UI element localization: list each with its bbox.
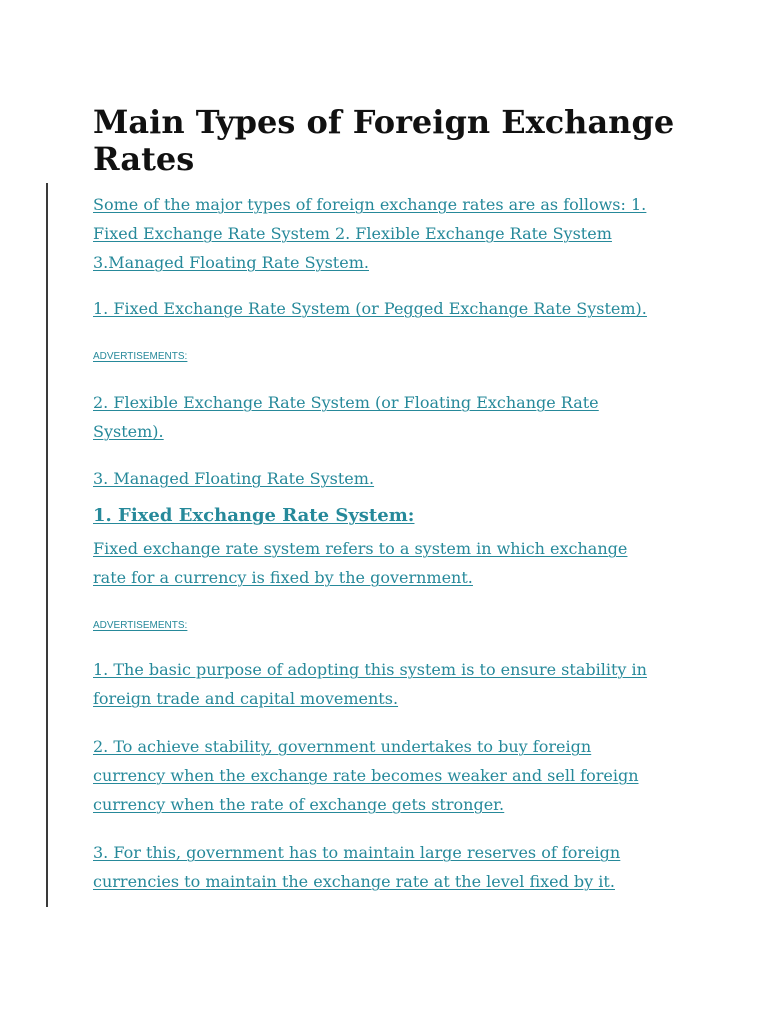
- page-title-line: Main Types of Foreign Exchange: [93, 103, 675, 141]
- link-text-line[interactable]: currency when the rate of exchange gets stronger.: [93, 795, 505, 814]
- link-text-line[interactable]: 1. The basic purpose of adopting this system is to ensure stability in: [93, 660, 647, 679]
- link-text-line[interactable]: 1. Fixed Exchange Rate System (or Pegged Exchange Rate System).: [93, 299, 647, 318]
- advertisements-link[interactable]: [93, 350, 187, 364]
- page-title: [93, 104, 674, 178]
- type-1-paragraph: [93, 294, 647, 323]
- link-text-line[interactable]: Fixed Exchange Rate System 2. Flexible Exchange Rate System: [93, 224, 612, 243]
- advertisements-text[interactable]: ADVERTISEMENTS:: [93, 351, 188, 362]
- link-text-line[interactable]: System).: [93, 422, 164, 441]
- link-text-line[interactable]: currency when the exchange rate becomes weaker and sell foreign: [93, 766, 639, 785]
- point-1-link[interactable]: [93, 655, 647, 713]
- point-2-link[interactable]: [93, 732, 639, 819]
- point-1-paragraph: [93, 655, 647, 713]
- section-heading-link[interactable]: [93, 503, 414, 529]
- link-text-line[interactable]: rate for a currency is fixed by the government.: [93, 568, 473, 587]
- type-3-link[interactable]: [93, 464, 374, 493]
- link-text-line[interactable]: Fixed exchange rate system refers to a system in which exchange: [93, 539, 628, 558]
- intro-paragraph: [93, 190, 646, 277]
- type-3-paragraph: [93, 464, 374, 493]
- link-text-line[interactable]: currencies to maintain the exchange rate at the level fixed by it.: [93, 872, 615, 891]
- link-text-line[interactable]: Some of the major types of foreign exchange rates are as follows: 1.: [93, 195, 647, 214]
- advertisements-label: [93, 619, 187, 633]
- link-text-line[interactable]: 3.Managed Floating Rate System.: [93, 253, 369, 272]
- section-heading: [93, 503, 414, 529]
- link-text-line[interactable]: 3. For this, government has to maintain large reserves of foreign: [93, 843, 621, 862]
- advertisements-text[interactable]: ADVERTISEMENTS:: [93, 620, 188, 631]
- point-3-link[interactable]: [93, 838, 620, 896]
- link-text-line[interactable]: 2. To achieve stability, government undertakes to buy foreign: [93, 737, 592, 756]
- link-text-line[interactable]: foreign trade and capital movements.: [93, 689, 399, 708]
- point-2-paragraph: [93, 732, 639, 819]
- advertisements-link[interactable]: [93, 619, 187, 633]
- left-margin-rule: [46, 183, 48, 907]
- point-3-paragraph: [93, 838, 620, 896]
- advertisements-label: [93, 350, 187, 364]
- section-heading-text[interactable]: 1. Fixed Exchange Rate System:: [93, 505, 415, 526]
- page-title-line: Rates: [93, 140, 195, 178]
- link-text-line[interactable]: 3. Managed Floating Rate System.: [93, 469, 375, 488]
- definition-link[interactable]: [93, 534, 627, 592]
- type-1-link[interactable]: [93, 294, 647, 323]
- type-2-paragraph: [93, 388, 599, 446]
- type-2-link[interactable]: [93, 388, 599, 446]
- definition-paragraph: [93, 534, 627, 592]
- link-text-line[interactable]: 2. Flexible Exchange Rate System (or Floating Exchange Rate: [93, 393, 599, 412]
- intro-link[interactable]: [93, 190, 646, 277]
